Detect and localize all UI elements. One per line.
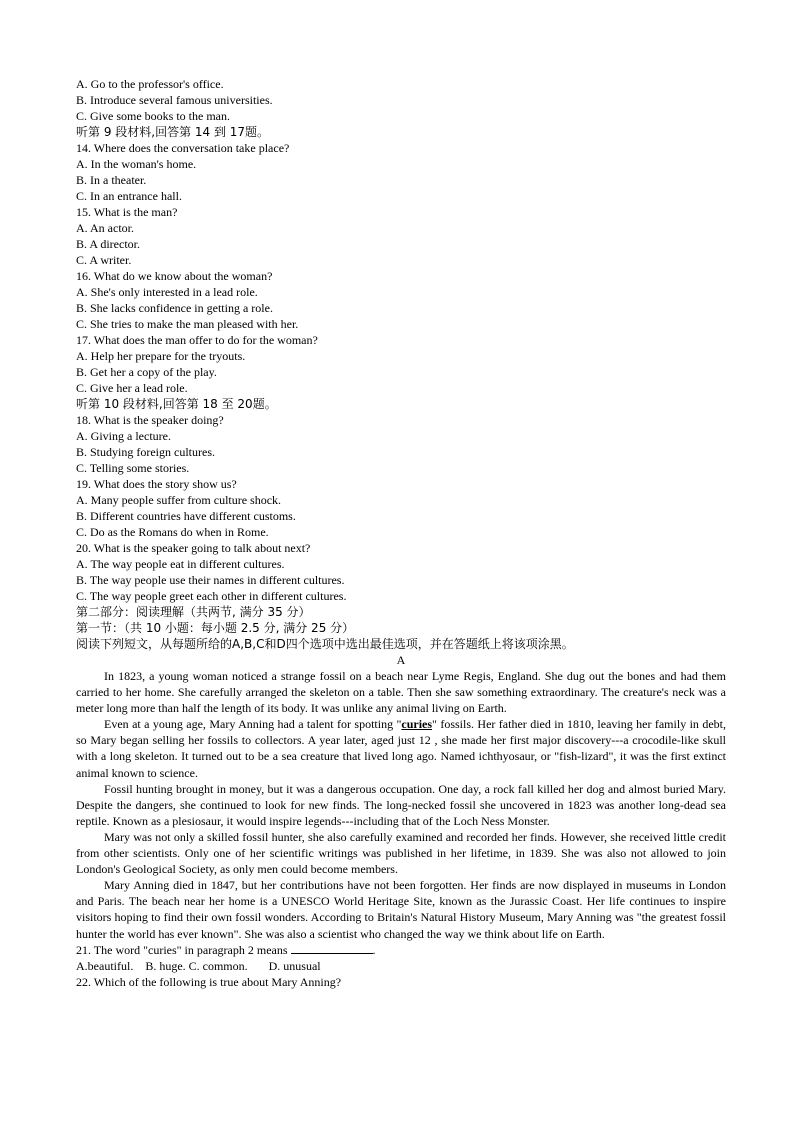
q14-option-a: A. In the woman's home.: [76, 157, 197, 171]
q15-option-a: A. An actor.: [76, 221, 134, 235]
q13-option-a: A. Go to the professor's office.: [76, 77, 224, 91]
q16-option-c: C. She tries to make the man pleased with her.: [76, 317, 299, 331]
highlighted-word-curies: curies: [401, 717, 433, 732]
passage-paragraph-2: [76, 716, 726, 780]
q19-option-c: C. Do as the Romans do when in Rome.: [76, 525, 269, 539]
q14-option-b: B. In a theater.: [76, 173, 147, 187]
q21-question: [76, 942, 726, 958]
passage-paragraph-3: Fossil hunting brought in money, but it was a dangerous occupation. One day, a rock fall killed her dog and almost buried Mary. Despite the dangers, she continued to look for new finds. The long-necked fossil she uncovered in 1823 was another long-dead sea reptile. Known as a plesiosaur, it would inspire legends---including that of the Loch Ness Monster.: [76, 781, 726, 828]
q15-option-c: C. A writer.: [76, 253, 132, 267]
q15-option-b: B. A director.: [76, 237, 140, 251]
paragraph-2-start: Even at a young age, Mary Anning had a talent for spotting ": [104, 717, 402, 732]
q20-option-b: B. The way people use their names in different cultures.: [76, 573, 345, 587]
q21-options: A.beautiful. B. huge. C. common. D. unusual: [76, 958, 321, 973]
q21-tail: .: [372, 942, 376, 957]
q16-option-b: B. She lacks confidence in getting a role.: [76, 301, 273, 315]
q15-question: 15. What is the man?: [76, 205, 178, 219]
q21-text: 21. The word "curies" in paragraph 2 means: [76, 942, 288, 957]
part-2-section-1-heading: 第一节：（共 10 小题：每小题 2.5 分, 满分 25 分）: [76, 621, 355, 635]
reading-instruction: 阅读下列短文，从每题所给的A,B,C和D四个选项中选出最佳选项，并在答题纸上将该项涂黑。: [76, 637, 574, 651]
q14-option-c: C. In an entrance hall.: [76, 189, 182, 203]
q13-option-c: C. Give some books to the man.: [76, 109, 230, 123]
exam-page: [76, 76, 726, 990]
paragraph-2-rest: " fossils. Her father died in 1810, leaving her family in debt, so Mary began selling her fossils to collectors. A year later, aged just 12 , she made her first major discovery---a crocodile-like skull with a long skeleton. It turned out to be a sea creature that lived long ago. Named ichthyosaur, or "fish-lizard", it was the first extinct animal known to science.: [76, 717, 726, 780]
q22-question: 22. Which of the following is true about Mary Anning?: [76, 974, 342, 989]
q20-option-a: A. The way people eat in different cultures.: [76, 557, 285, 571]
q18-option-a: A. Giving a lecture.: [76, 429, 171, 443]
passage-label: A: [396, 653, 406, 667]
q17-question: 17. What does the man offer to do for the woman?: [76, 333, 318, 347]
q17-option-b: B. Get her a copy of the play.: [76, 365, 217, 379]
q13-option-b: B. Introduce several famous universities.: [76, 93, 273, 107]
q20-option-c: C. The way people greet each other in different cultures.: [76, 589, 347, 603]
q18-option-b: B. Studying foreign cultures.: [76, 445, 215, 459]
passage-paragraph-1: In 1823, a young woman noticed a strange fossil on a beach near Lyme Regis, England. She dug out the bones and had them carried to her home. She carefully arranged the skeleton on a table. Then she saw something extraordinary. The creature's neck was a meter long more than half the length of its body. It was unlike any animal living on Earth.: [76, 669, 726, 716]
q18-question: 18. What is the speaker doing?: [76, 413, 224, 427]
q18-option-c: C. Telling some stories.: [76, 461, 190, 475]
section-10-heading: 听第 10 段材料,回答第 18 至 20题。: [76, 397, 277, 411]
q16-option-a: A. She's only interested in a lead role.: [76, 285, 258, 299]
part-2-heading: 第二部分：阅读理解（共两节, 满分 35 分）: [76, 605, 311, 619]
q19-option-a: A. Many people suffer from culture shock.: [76, 493, 282, 507]
q17-option-a: A. Help her prepare for the tryouts.: [76, 349, 246, 363]
section-9-heading: 听第 9 段材料,回答第 14 到 17题。: [76, 125, 270, 139]
passage-paragraph-5: Mary Anning died in 1847, but her contributions have not been forgotten. Her finds are now displayed in museums in London and Paris. The beach near her home is a UNESCO World Heritage Site, known as the Jurassic Coast. Her life continues to inspire visitors hoping to find their own fossil wonders. According to Britain's Natural History Museum, Mary Anning was "the greatest fossil hunter the world has ever known". She was also a scientist who changed the way we think about life on Earth.: [76, 878, 726, 941]
q14-question: 14. Where does the conversation take place?: [76, 141, 290, 155]
q19-option-b: B. Different countries have different customs.: [76, 509, 296, 523]
passage-paragraph-4: Mary was not only a skilled fossil hunter, she also carefully examined and recorded her finds. However, she received little credit from other scientists. Only one of her scientific writings was published in her lifetime, in 1839. She was also not allowed to join London's Geological Society, as only men could become members.: [76, 829, 726, 877]
q20-question: 20. What is the speaker going to talk about next?: [76, 541, 311, 555]
q17-option-c: C. Give her a lead role.: [76, 381, 188, 395]
answer-blank: [291, 942, 373, 954]
q19-question: 19. What does the story show us?: [76, 477, 237, 491]
q16-question: 16. What do we know about the woman?: [76, 269, 273, 283]
